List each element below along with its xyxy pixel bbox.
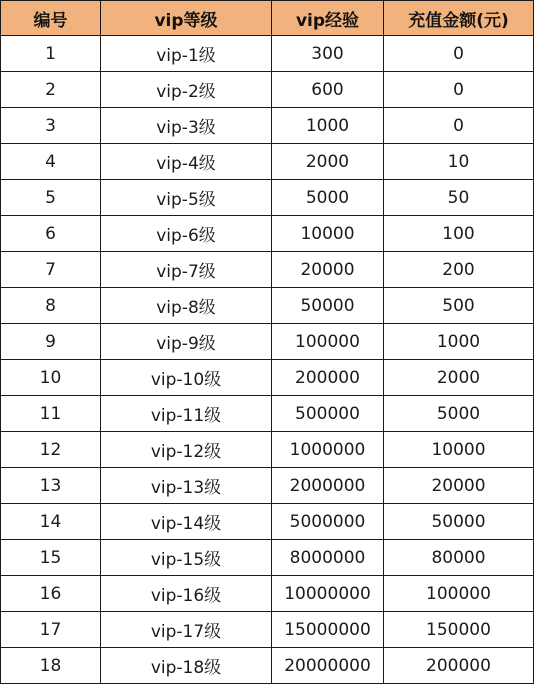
cell-vip-exp: 10000 (272, 216, 384, 252)
cell-vip-exp: 20000000 (272, 648, 384, 684)
cell-vip-exp: 15000000 (272, 612, 384, 648)
cell-id: 6 (1, 216, 101, 252)
cell-vip-exp: 2000000 (272, 468, 384, 504)
table-row (1, 576, 534, 612)
cell-vip-exp: 2000 (272, 144, 384, 180)
cell-vip-level: vip-18级 (101, 648, 272, 684)
table-row (1, 360, 534, 396)
header-recharge-amount: 充值金额(元) (384, 1, 534, 36)
cell-recharge-amount: 1000 (384, 324, 534, 360)
table-row (1, 216, 534, 252)
table-row (1, 324, 534, 360)
table-row (1, 252, 534, 288)
cell-id: 11 (1, 396, 101, 432)
cell-recharge-amount: 0 (384, 72, 534, 108)
cell-vip-level: vip-15级 (101, 540, 272, 576)
table-row (1, 396, 534, 432)
table-row (1, 36, 534, 72)
cell-vip-level: vip-16级 (101, 576, 272, 612)
cell-vip-level: vip-5级 (101, 180, 272, 216)
cell-id: 12 (1, 432, 101, 468)
cell-vip-level: vip-17级 (101, 612, 272, 648)
cell-vip-exp: 100000 (272, 324, 384, 360)
cell-vip-level: vip-9级 (101, 324, 272, 360)
table-row (1, 540, 534, 576)
cell-recharge-amount: 10000 (384, 432, 534, 468)
cell-vip-exp: 5000 (272, 180, 384, 216)
cell-recharge-amount: 150000 (384, 612, 534, 648)
cell-id: 18 (1, 648, 101, 684)
cell-vip-exp: 20000 (272, 252, 384, 288)
cell-vip-exp: 8000000 (272, 540, 384, 576)
cell-id: 8 (1, 288, 101, 324)
cell-recharge-amount: 0 (384, 108, 534, 144)
table-header-row (1, 1, 534, 36)
cell-vip-exp: 10000000 (272, 576, 384, 612)
cell-id: 1 (1, 36, 101, 72)
cell-id: 9 (1, 324, 101, 360)
cell-vip-level: vip-10级 (101, 360, 272, 396)
table-row (1, 612, 534, 648)
cell-vip-exp: 50000 (272, 288, 384, 324)
header-vip-level: vip等级 (101, 1, 272, 36)
table-row (1, 144, 534, 180)
cell-recharge-amount: 2000 (384, 360, 534, 396)
cell-id: 14 (1, 504, 101, 540)
cell-vip-exp: 200000 (272, 360, 384, 396)
cell-id: 3 (1, 108, 101, 144)
table-row (1, 288, 534, 324)
cell-vip-level: vip-12级 (101, 432, 272, 468)
cell-id: 15 (1, 540, 101, 576)
cell-vip-level: vip-7级 (101, 252, 272, 288)
table-row (1, 504, 534, 540)
cell-id: 17 (1, 612, 101, 648)
cell-vip-exp: 5000000 (272, 504, 384, 540)
cell-id: 2 (1, 72, 101, 108)
cell-vip-level: vip-13级 (101, 468, 272, 504)
cell-vip-level: vip-4级 (101, 144, 272, 180)
table-row (1, 180, 534, 216)
cell-id: 10 (1, 360, 101, 396)
cell-recharge-amount: 50 (384, 180, 534, 216)
cell-vip-level: vip-1级 (101, 36, 272, 72)
cell-vip-exp: 300 (272, 36, 384, 72)
table-row (1, 648, 534, 684)
table-row (1, 72, 534, 108)
table-row (1, 468, 534, 504)
cell-vip-level: vip-8级 (101, 288, 272, 324)
cell-id: 13 (1, 468, 101, 504)
cell-vip-level: vip-3级 (101, 108, 272, 144)
cell-recharge-amount: 100 (384, 216, 534, 252)
header-id: 编号 (1, 1, 101, 36)
cell-recharge-amount: 80000 (384, 540, 534, 576)
cell-vip-exp: 500000 (272, 396, 384, 432)
cell-id: 4 (1, 144, 101, 180)
cell-recharge-amount: 200 (384, 252, 534, 288)
table-row (1, 432, 534, 468)
cell-vip-level: vip-11级 (101, 396, 272, 432)
cell-vip-exp: 1000 (272, 108, 384, 144)
cell-vip-level: vip-6级 (101, 216, 272, 252)
cell-recharge-amount: 200000 (384, 648, 534, 684)
cell-id: 5 (1, 180, 101, 216)
cell-vip-level: vip-14级 (101, 504, 272, 540)
cell-recharge-amount: 50000 (384, 504, 534, 540)
table-body (1, 36, 534, 684)
cell-id: 16 (1, 576, 101, 612)
cell-vip-exp: 1000000 (272, 432, 384, 468)
cell-vip-level: vip-2级 (101, 72, 272, 108)
cell-vip-exp: 600 (272, 72, 384, 108)
cell-recharge-amount: 20000 (384, 468, 534, 504)
cell-recharge-amount: 10 (384, 144, 534, 180)
cell-recharge-amount: 5000 (384, 396, 534, 432)
table-row (1, 108, 534, 144)
cell-recharge-amount: 500 (384, 288, 534, 324)
cell-recharge-amount: 100000 (384, 576, 534, 612)
cell-recharge-amount: 0 (384, 36, 534, 72)
header-vip-exp: vip经验 (272, 1, 384, 36)
cell-id: 7 (1, 252, 101, 288)
